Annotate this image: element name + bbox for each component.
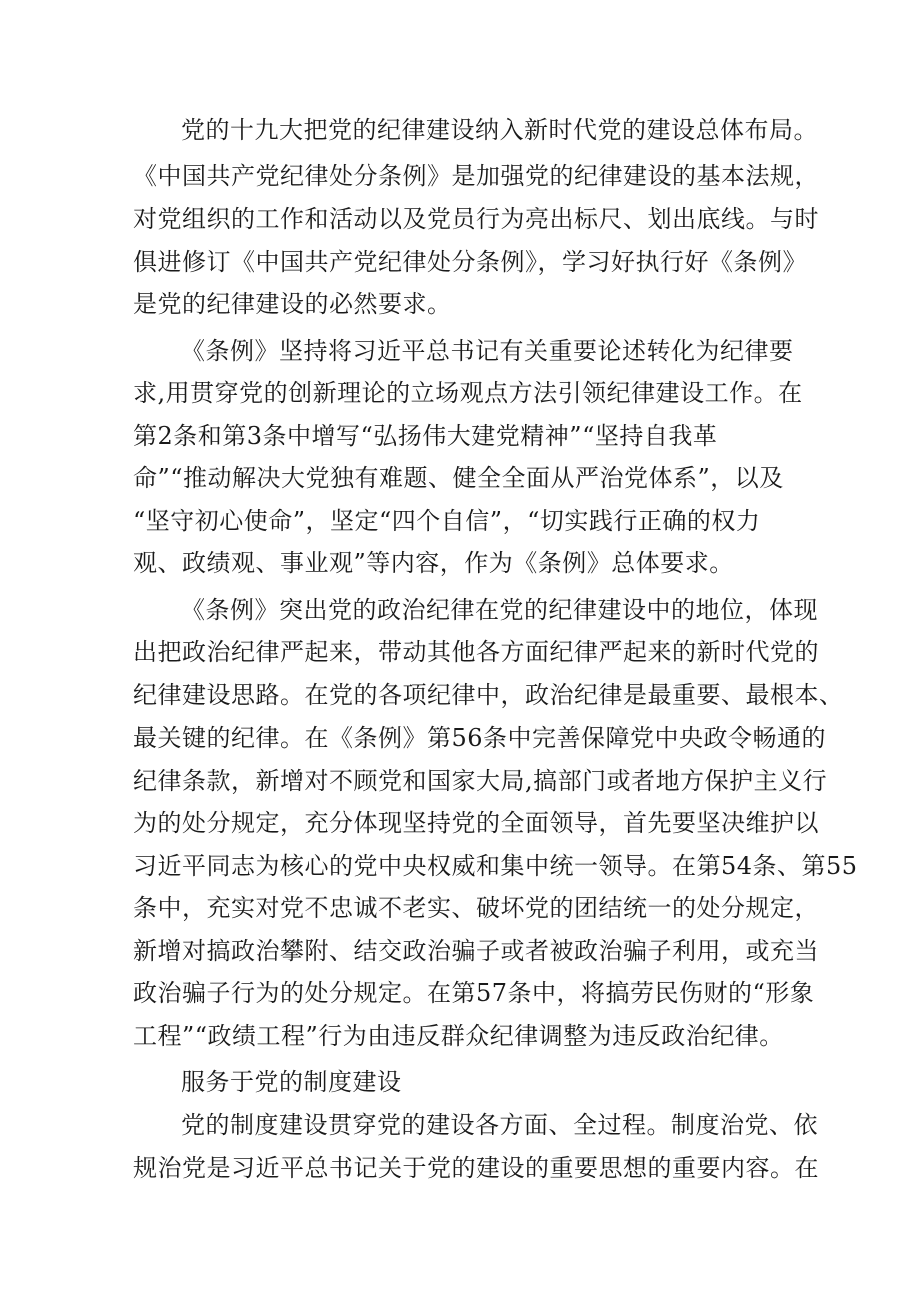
- paragraph-3-line-9: 新增对搞政治攀附、结交政治骗子或者被政治骗子利用，或充当: [133, 937, 819, 965]
- section-heading: 服务于党的制度建设: [181, 1068, 402, 1096]
- paragraph-3-line-7: 习近平同志为核心的党中央权威和集中统一领导。在第54条、第55: [133, 852, 858, 880]
- paragraph-3-line-8: 条中，充实对党不忠诚不老实、破坏党的团结统一的处分规定，: [133, 894, 819, 922]
- paragraph-2-line-3: 第2条和第3条中增写“弘扬伟大建党精神”“坚持自我革: [133, 422, 718, 450]
- paragraph-3-line-6: 为的处分规定，充分体现坚持党的全面领导，首先要坚决维护以: [133, 809, 819, 837]
- paragraph-2-line-2: 求,用贯穿党的创新理论的立场观点方法引领纪律建设工作。在: [133, 379, 803, 407]
- paragraph-1-line-5: 是党的纪律建设的必然要求。: [133, 290, 452, 318]
- paragraph-3-line-4: 最关键的纪律。在《条例》第56条中完善保障党中央政令畅通的: [133, 724, 827, 752]
- paragraph-4-line-1: 党的制度建设贯穿党的建设各方面、全过程。制度治党、依: [181, 1111, 818, 1139]
- paragraph-2-line-6: 观、政绩观、事业观”等内容，作为《条例》总体要求。: [133, 549, 734, 577]
- paragraph-2-line-5: “坚守初心使命”，坚定“四个自信”，“切实践行正确的权力: [133, 507, 761, 535]
- paragraph-4-line-2: 规治党是习近平总书记关于党的建设的重要思想的重要内容。在: [133, 1154, 819, 1182]
- paragraph-3-line-2: 出把政治纪律严起来，带动其他各方面纪律严起来的新时代党的: [133, 638, 819, 666]
- paragraph-2-line-1: 《条例》坚持将习近平总书记有关重要论述转化为纪律要: [181, 337, 794, 365]
- paragraph-3-line-11: 工程”“政绩工程”行为由违反群众纪律调整为违反政治纪律。: [133, 1022, 784, 1050]
- paragraph-3-line-1: 《条例》突出党的政治纪律在党的纪律建设中的地位，体现: [181, 596, 818, 624]
- paragraph-1-line-2: 《中国共产党纪律处分条例》是加强党的纪律建设的基本法规，: [133, 162, 819, 190]
- paragraph-1-line-3: 对党组织的工作和活动以及党员行为亮出标尺、划出底线。与时: [133, 205, 819, 233]
- paragraph-3-line-3: 纪律建设思路。在党的各项纪律中，政治纪律是最重要、最根本、: [133, 681, 844, 709]
- paragraph-1-line-4: 俱进修订《中国共产党纪律处分条例》，学习好执行好《条例》: [133, 248, 807, 276]
- paragraph-1-line-1: 党的十九大把党的纪律建设纳入新时代党的建设总体布局。: [181, 116, 818, 144]
- paragraph-3-line-5: 纪律条款，新增对不顾党和国家大局,搞部门或者地方保护主义行: [133, 767, 828, 795]
- paragraph-3-line-10: 政治骗子行为的处分规定。在第57条中，将搞劳民伤财的“形象: [133, 979, 815, 1007]
- paragraph-2-line-4: 命”“推动解决大党独有难题、健全全面从严治党体系”，以及: [133, 464, 784, 492]
